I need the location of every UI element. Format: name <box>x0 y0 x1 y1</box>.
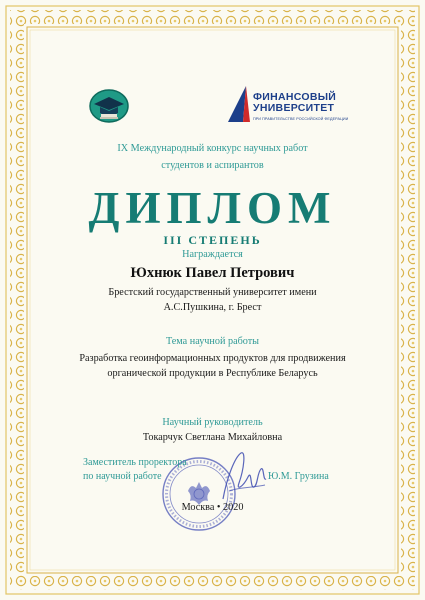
signatory-role-line1: Заместитель проректора <box>83 457 187 468</box>
diploma-degree: III СТЕПЕНЬ <box>163 233 262 247</box>
contest-title-line2: студентов и аспирантов <box>161 160 264 171</box>
topic-label: Тема научной работы <box>165 336 260 347</box>
supervisor-label: Научный руководитель <box>162 417 263 428</box>
university-name: ФИНАНСОВЫЙ УНИВЕРСИТЕТ <box>253 91 337 114</box>
awarded-label: Награждается <box>182 249 243 260</box>
topic-line2: органической продукции в Республике Беларусь <box>107 368 318 379</box>
university-subtitle: ПРИ ПРАВИТЕЛЬСТВЕ РОССИЙСКОЙ ФЕДЕРАЦИИ <box>253 117 349 121</box>
place-date: Москва • 2020 <box>181 502 244 513</box>
signatory-name: Ю.М. Грузина <box>268 471 329 482</box>
topic-line1: Разработка геоинформационных продуктов для продвижения <box>79 353 346 364</box>
contest-logo-icon <box>88 88 130 124</box>
diploma-title: ДИПЛОМ <box>88 183 337 233</box>
signature-icon <box>217 447 272 507</box>
contest-title-line1: IX Международный конкурс научных работ <box>117 143 308 154</box>
signatory-role-line2: по научной работе <box>83 471 162 482</box>
supervisor-name: Токарчук Светлана Михайловна <box>142 432 283 443</box>
recipient-name: Юхнюк Павел Петрович <box>130 265 295 281</box>
university-logo-icon <box>226 84 252 124</box>
affiliation-line1: Брестский государственный университет имени <box>108 287 317 298</box>
affiliation-line2: А.С.Пушкина, г. Брест <box>163 302 262 313</box>
